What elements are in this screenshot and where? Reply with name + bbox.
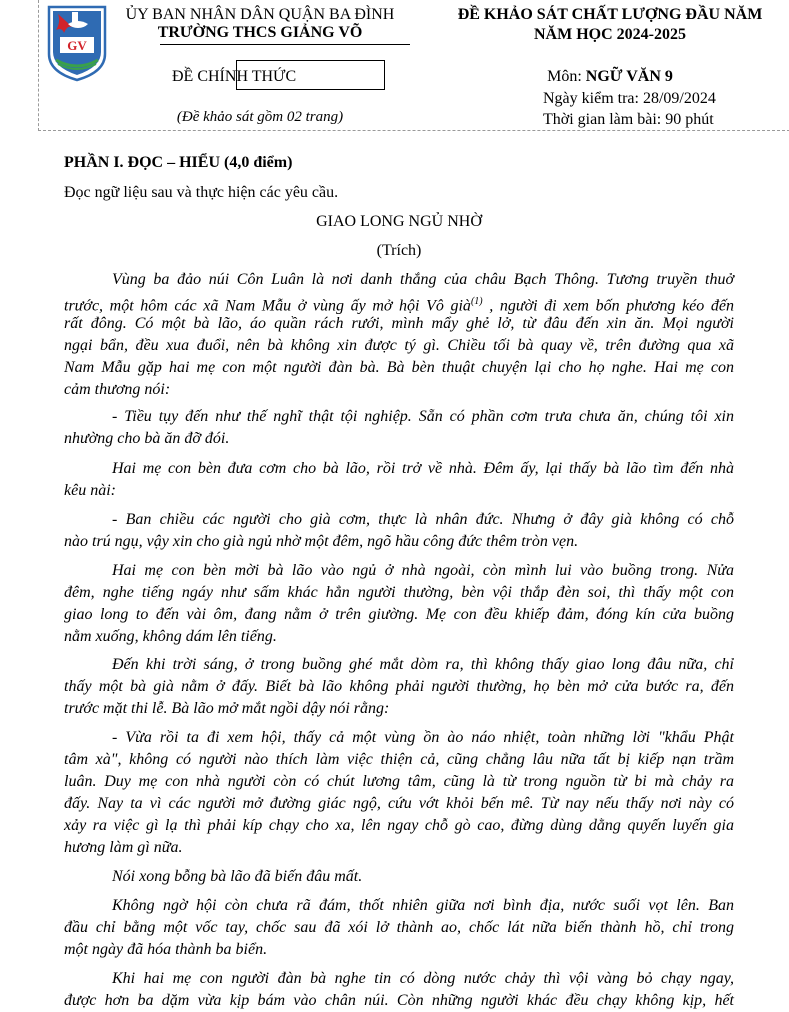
p9-line-1: Không ngờ hội còn chưa rã đám, thốt nhiên giữa nơi bình địa, nước suối vọt lên. Ban <box>112 897 734 914</box>
p5-line-1: Hai mẹ con bèn mời bà lão vào ngủ ở nhà ngoài, còn mình lui vào buồng trong. Nửa <box>112 562 734 579</box>
p7-line-6: hương làm gì nữa. <box>64 839 183 856</box>
p1-line-4: ngại bẩn, đều xua đuổi, nên bà không xin được tý gì. Chiều tối bà quay về, trên đường qua xã <box>64 337 734 354</box>
p2-line-2: nhường cho bà ăn đỡ đói. <box>64 430 230 447</box>
p5-line-2: đêm, nghe tiếng ngáy như sấm khác hẳn người thường, bèn vội thắp đèn soi, thì thấy một con <box>64 584 734 601</box>
p10-line-2: được hơn ba dặm vừa kịp bám vào chân núi. Còn những người khác đều chạy không kịp, hết <box>64 992 734 1009</box>
p7-line-5: xảy ra việc gì lạ thì phải kíp chạy cho xa, lên ngay chỗ gò cao, đừng dùng dằng quyến luyến gia <box>64 817 734 834</box>
p6-line-3: trước mặt thi lễ. Bà lão mở mắt ngồi dậy nói rằng: <box>64 700 390 717</box>
p3-line-1: Hai mẹ con bèn đưa cơm cho bà lão, rồi trở về nhà. Đêm ấy, lại thấy bà lão tìm đến nhà <box>112 460 734 477</box>
school-logo <box>46 4 108 82</box>
school-name-underline <box>160 44 410 45</box>
instruction: Đọc ngữ liệu sau và thực hiện các yêu cầu. <box>64 184 339 201</box>
p3-line-2: kêu nài: <box>64 482 116 499</box>
school-year: NĂM HỌC 2024-2025 <box>534 26 686 43</box>
p2-line-1: - Tiều tụy đến như thế nghĩ thật tội nghiệp. Sẵn có phần cơm trưa chưa ăn, chúng tôi xin <box>112 408 734 425</box>
p9-line-2: đầu chỉ bằng một vốc tay, chốc sau đã xói lở thành ao, chốc lát nữa biến thành hồ, chỉ trong <box>64 919 734 936</box>
p4-line-2: nào trú ngụ, vậy xin cho già ngủ nhờ một đêm, ngõ hầu công đức thêm tròn vẹn. <box>64 533 579 550</box>
story-title: GIAO LONG NGỦ NHỜ <box>316 213 482 230</box>
pages-note: (Đề khảo sát gồm 02 trang) <box>176 109 344 125</box>
p1-line-2-text: trước, một hôm các xã Nam Mẫu ở vùng ấy mở hội Vô già <box>64 297 471 315</box>
p7-line-2: tâm xà", không có người nào thích làm việc thiện cả, cũng chẳng lâu nữa tất bị kiếp nạn trầm <box>64 751 734 768</box>
p7-line-4: đấy. Nay ta vì các người mở đường giác ngộ, cứu vớt khỏi bến mê. Từ nay nếu thấy nơi này có <box>64 795 734 812</box>
school-name: TRƯỜNG THCS GIẢNG VÕ <box>157 24 363 41</box>
p4-line-1: - Ban chiều các người cho già cơm, thực là nhân đức. Nhưng ở đây già không có chỗ <box>112 511 734 528</box>
subject-name: NGỮ VĂN 9 <box>585 68 673 85</box>
p10-line-1: Khi hai mẹ con người đàn bà nghe tin có dòng nước chảy thì vội vàng bỏ chạy ngay, <box>112 970 734 987</box>
p5-line-4: nằm xuống, không dám lên tiếng. <box>64 628 277 645</box>
p7-line-1: - Vừa rồi ta đi xem hội, thấy cả một vùng ồn ào náo nhiệt, toàn những lời "khẩu Phật <box>112 729 734 746</box>
exam-title: ĐỀ KHẢO SÁT CHẤT LƯỢNG ĐẦU NĂM <box>457 6 763 23</box>
p5-line-3: giao long to đến vài ôm, đang nằm ở trên giường. Mẹ con đều khiếp đảm, đóng kín cửa buồng <box>64 606 734 623</box>
exam-duration: Thời gian làm bài: 90 phút <box>543 111 714 128</box>
p8-line-1: Nói xong bỗng bà lão đã biến đâu mất. <box>112 868 363 885</box>
section-title: PHẦN I. ĐỌC – HIỂU (4,0 điểm) <box>64 154 293 171</box>
committee-name: ỦY BAN NHÂN DÂN QUẬN BA ĐÌNH <box>125 6 395 23</box>
exam-date: Ngày kiểm tra: 28/09/2024 <box>543 90 716 107</box>
p6-line-2: thấy một bà già nằm ở đấy. Biết bà lão không phải người thường, họ bèn mở cửa bước ra, đến <box>64 678 734 695</box>
footnote-ref: (1) <box>470 296 483 307</box>
official-label: ĐỀ CHÍNH THỨC <box>172 68 297 85</box>
p6-line-1: Đến khi trời sáng, ở trong buồng ghé mắt dòm ra, thì không thấy giao long đâu nữa, chỉ <box>112 656 734 673</box>
p1-line-6: cảm thương nói: <box>64 381 171 398</box>
svg-text:GV: GV <box>67 38 87 53</box>
subject-label: Môn: <box>547 68 586 85</box>
subject-line <box>440 66 780 88</box>
story-subtitle: (Trích) <box>376 242 422 259</box>
p1-line-3: rất đông. Có một bà lão, áo quần rách rưới, mình mẩy ghẻ lở, từ đâu đến xin ăn. Mọi người <box>64 315 734 332</box>
p1-line-2-rest: , người đi xem bốn phương kéo đến <box>482 297 735 315</box>
p1-line-1: Vùng ba đảo núi Côn Luân là nơi danh thắng của châu Bạch Thông. Tương truyền thuở <box>112 271 734 288</box>
p7-line-3: luân. Duy mẹ con nhà người còn có chút lương tâm, cũng là từ trong nguồn từ bi mà chảy ra <box>64 773 734 790</box>
p9-line-3: một ngày đã hóa thành ba biển. <box>64 941 268 958</box>
p1-line-5: Nam Mẫu gặp hai mẹ con một người đàn bà. Bà bèn thuật chuyện lại cho họ nghe. Hai mẹ con <box>64 359 734 376</box>
